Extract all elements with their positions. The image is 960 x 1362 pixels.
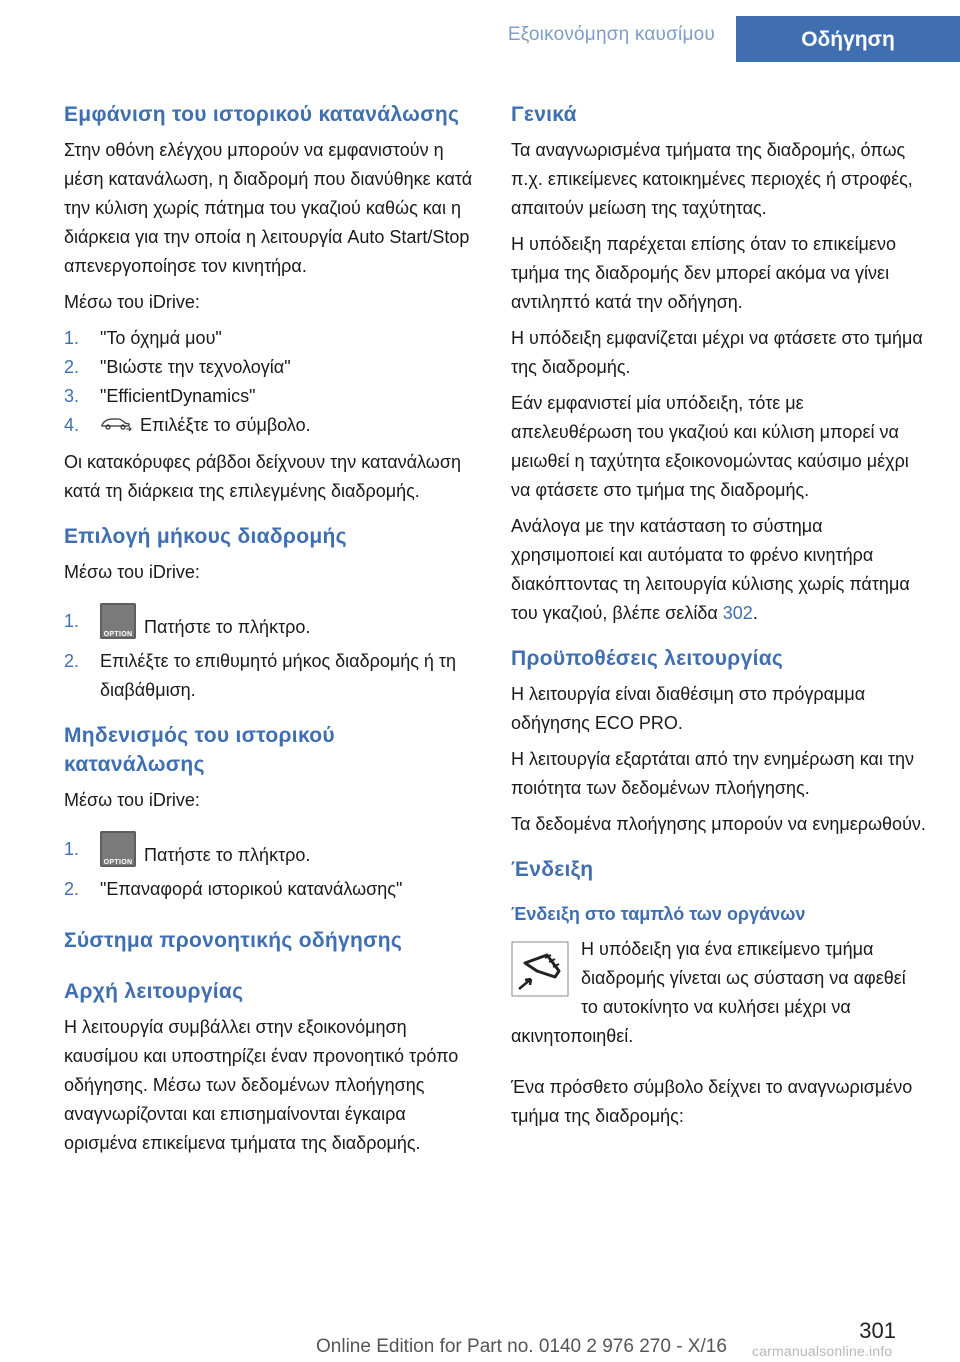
list-item bbox=[64, 382, 476, 411]
paragraph: Εάν εμφανιστεί μία υπόδειξη, τότε με απελευθέρωση του γκαζιού και κύλιση μπορεί να μειωθεί η ταχύτητα εξοικονομώντας καύσιμο μέχρι να φτάσετε στο τμήμα της διαδρομής. bbox=[511, 393, 909, 500]
paragraph: Μέσω του iDrive: bbox=[64, 561, 200, 582]
paragraph: Ένα πρόσθετο σύμβολο δείχνει το αναγνωρισμένο τμήμα της διαδρομής: bbox=[511, 1077, 913, 1126]
paragraph: Μέσω του iDrive: bbox=[64, 292, 200, 312]
list-text: "Το όχημά μου" bbox=[100, 328, 222, 348]
paragraph: Η υπόδειξη εμφανίζεται μέχρι να φτάσετε στο τμήμα της διαδρομής. bbox=[511, 328, 923, 377]
list-text: Επιλέξτε το επιθυμητό μήκος διαδρομής ή τη διαβάθμιση. bbox=[100, 650, 457, 700]
paragraph: Η λειτουργία είναι διαθέσιμη στο πρόγραμμα οδήγησης ECO PRO. bbox=[511, 684, 866, 733]
heading-instrument-cluster: Ένδειξη στο ταμπλό των οργάνων bbox=[511, 904, 806, 924]
heading-consumption-history: Εμφάνιση του ιστορικού κατανάλωσης bbox=[64, 103, 460, 126]
paragraph: Στην οθόνη ελέγχου μπορούν να εμφανιστούν η μέση κατανάλωση, η διαδρομή που διανύθηκε κατά την κύλιση χωρίς πάτημα του γκαζιού καθώς και η διάρκεια για την οποία η λειτουργία Auto Start/Stop απενεργοποίησε τον κινητήρα. bbox=[64, 140, 473, 276]
list-number: 2. bbox=[64, 878, 80, 899]
heading-predictive-system: Σύστημα προνοητικής οδήγησης bbox=[64, 928, 403, 952]
paragraph: Οι κατακόρυφες ράβδοι δείχνουν την κατανάλωση κατά τη διάρκεια της επιλεγμένης διαδρομής. bbox=[64, 451, 461, 501]
heading-reset-history: Μηδενισμός του ιστορικού κατανάλωσης bbox=[64, 723, 335, 776]
heading-general: Γενικά bbox=[511, 103, 577, 126]
list-number: 1. bbox=[64, 610, 80, 631]
list-item bbox=[64, 353, 476, 382]
list-number: 3. bbox=[64, 386, 80, 406]
list-item bbox=[64, 831, 476, 873]
page-header bbox=[0, 0, 960, 62]
paragraph: Μέσω του iDrive: bbox=[64, 789, 200, 810]
paragraph: Ανάλογα με την κατάσταση το σύστημα χρησιμοποιεί και αυτόματα το φρένο κινητήρα διακόπτοντας τη λειτουργία κύλισης χωρίς πάτημα του γκαζιού, βλέπε σελίδα 302. bbox=[511, 516, 910, 623]
list-text: Πατήστε το πλήκτρο. bbox=[144, 616, 311, 637]
list-number: 1. bbox=[64, 838, 80, 859]
list-number: 1. bbox=[64, 328, 80, 348]
list-item bbox=[64, 603, 476, 645]
list-item bbox=[64, 875, 476, 904]
left-column bbox=[64, 100, 476, 1158]
paragraph: Τα αναγνωρισμένα τμήματα της διαδρομής, όπως π.χ. επικείμενες κατοικημένες περιοχές ή στροφές, απαιτούν μείωση της ταχύτητας. bbox=[511, 140, 913, 218]
right-column bbox=[511, 100, 927, 1131]
steps-list bbox=[64, 831, 476, 904]
paragraph: Η υπόδειξη παρέχεται επίσης όταν το επικείμενο τμήμα της διαδρομής δεν μπορεί ακόμα να γίνει αντιληπτό κατά την οδήγηση. bbox=[511, 234, 896, 312]
list-item bbox=[64, 647, 476, 705]
option-button-icon: OPTION bbox=[100, 831, 136, 867]
paragraph: Τα δεδομένα πλοήγησης μπορούν να ενημερωθούν. bbox=[511, 814, 926, 834]
list-number: 4. bbox=[64, 415, 80, 435]
paragraph: Η λειτουργία εξαρτάται από την ενημέρωση και την ποιότητα των δεδομένων πλοήγησης. bbox=[511, 749, 915, 798]
coasting-foot-icon bbox=[511, 941, 569, 997]
list-number: 2. bbox=[64, 650, 80, 671]
list-item bbox=[64, 324, 476, 353]
list-text: "EfficientDynamics" bbox=[100, 386, 256, 406]
paragraph: Η υπόδειξη για ένα επικείμενο τμήμα διαδρομής γίνεται ως σύσταση να αφεθεί το αυτοκίνητο να κυλήσει μέχρι να ακινητοποιηθεί. bbox=[511, 939, 906, 1046]
list-text: Πατήστε το πλήκτρο. bbox=[144, 844, 311, 865]
page-number: 301 bbox=[859, 1318, 896, 1343]
paragraph: Η λειτουργία συμβάλλει στην εξοικονόμηση καυσίμου και υποστηρίζει έναν προνοητικό τρόπο οδήγησης. Μέσω των δεδομένων πλοήγησης αναγνωρίζονται και επισημαίνονται έγκαιρα ορισμένα επικείμενα τμήματα της διαδρομής. bbox=[64, 1016, 459, 1153]
heading-display: Ένδειξη bbox=[511, 858, 594, 881]
watermark: carmanualsonline.info bbox=[752, 1343, 893, 1359]
list-text: "Επαναφορά ιστορικού κατανάλωσης" bbox=[100, 878, 403, 899]
steps-list bbox=[64, 324, 476, 441]
heading-principle: Αρχή λειτουργίας bbox=[64, 979, 244, 1003]
list-text: Επιλέξτε το σύμβολο. bbox=[140, 415, 311, 435]
heading-route-length: Επιλογή μήκους διαδρομής bbox=[64, 524, 347, 548]
section-title: Εξοικονόμηση καυσίμου bbox=[507, 24, 715, 45]
steps-list bbox=[64, 603, 476, 705]
indicator-block bbox=[511, 935, 927, 1051]
page-link[interactable]: 302 bbox=[722, 603, 753, 623]
edition-text: Online Edition for Part no. 0140 2 976 270 - X/16 bbox=[316, 1336, 727, 1357]
list-text: "Βιώστε την τεχνολογία" bbox=[100, 357, 291, 377]
option-button-icon: OPTION bbox=[100, 603, 136, 639]
chapter-tab: Οδήγηση bbox=[736, 16, 960, 62]
car-coasting-icon bbox=[100, 412, 132, 441]
list-item bbox=[64, 411, 476, 441]
heading-requirements: Προϋποθέσεις λειτουργίας bbox=[511, 647, 784, 670]
list-number: 2. bbox=[64, 357, 80, 377]
